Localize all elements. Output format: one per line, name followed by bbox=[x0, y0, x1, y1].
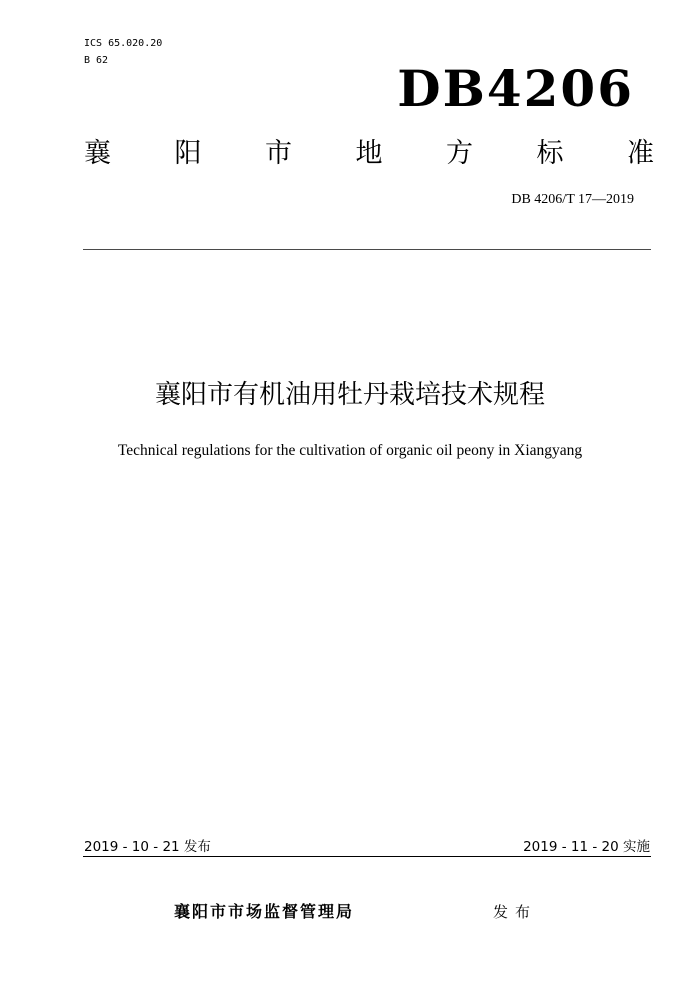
standard-type-char: 准 bbox=[627, 138, 654, 169]
footer-divider bbox=[83, 856, 651, 857]
standard-type-char: 阳 bbox=[174, 138, 202, 169]
ccs-code: B 62 bbox=[84, 55, 109, 66]
standard-type-char: 襄 bbox=[84, 138, 111, 169]
standard-number: DB 4206/T 17—2019 bbox=[511, 192, 634, 207]
standard-type-char: 地 bbox=[355, 138, 383, 169]
document-title-chinese: 襄阳市有机油用牡丹栽培技术规程 bbox=[154, 380, 545, 410]
standard-type-char: 方 bbox=[446, 138, 473, 169]
document-title-english: Technical regulations for the cultivation of organic oil peony in Xiangyang bbox=[117, 442, 583, 459]
implementation-date: 2019 - 11 - 20 实施 bbox=[523, 839, 650, 855]
standard-type-char: 标 bbox=[536, 138, 564, 169]
standard-type bbox=[84, 136, 654, 172]
issued-label: 发布 bbox=[493, 903, 538, 921]
ics-code: ICS 65.020.20 bbox=[84, 38, 163, 49]
issuing-authority: 襄阳市市场监督管理局 bbox=[174, 902, 355, 921]
standard-type-char: 市 bbox=[265, 138, 292, 169]
standard-code: DB4206 bbox=[397, 59, 634, 118]
issue-date: 2019 - 10 - 21 发布 bbox=[84, 839, 211, 855]
header-divider bbox=[83, 249, 651, 250]
